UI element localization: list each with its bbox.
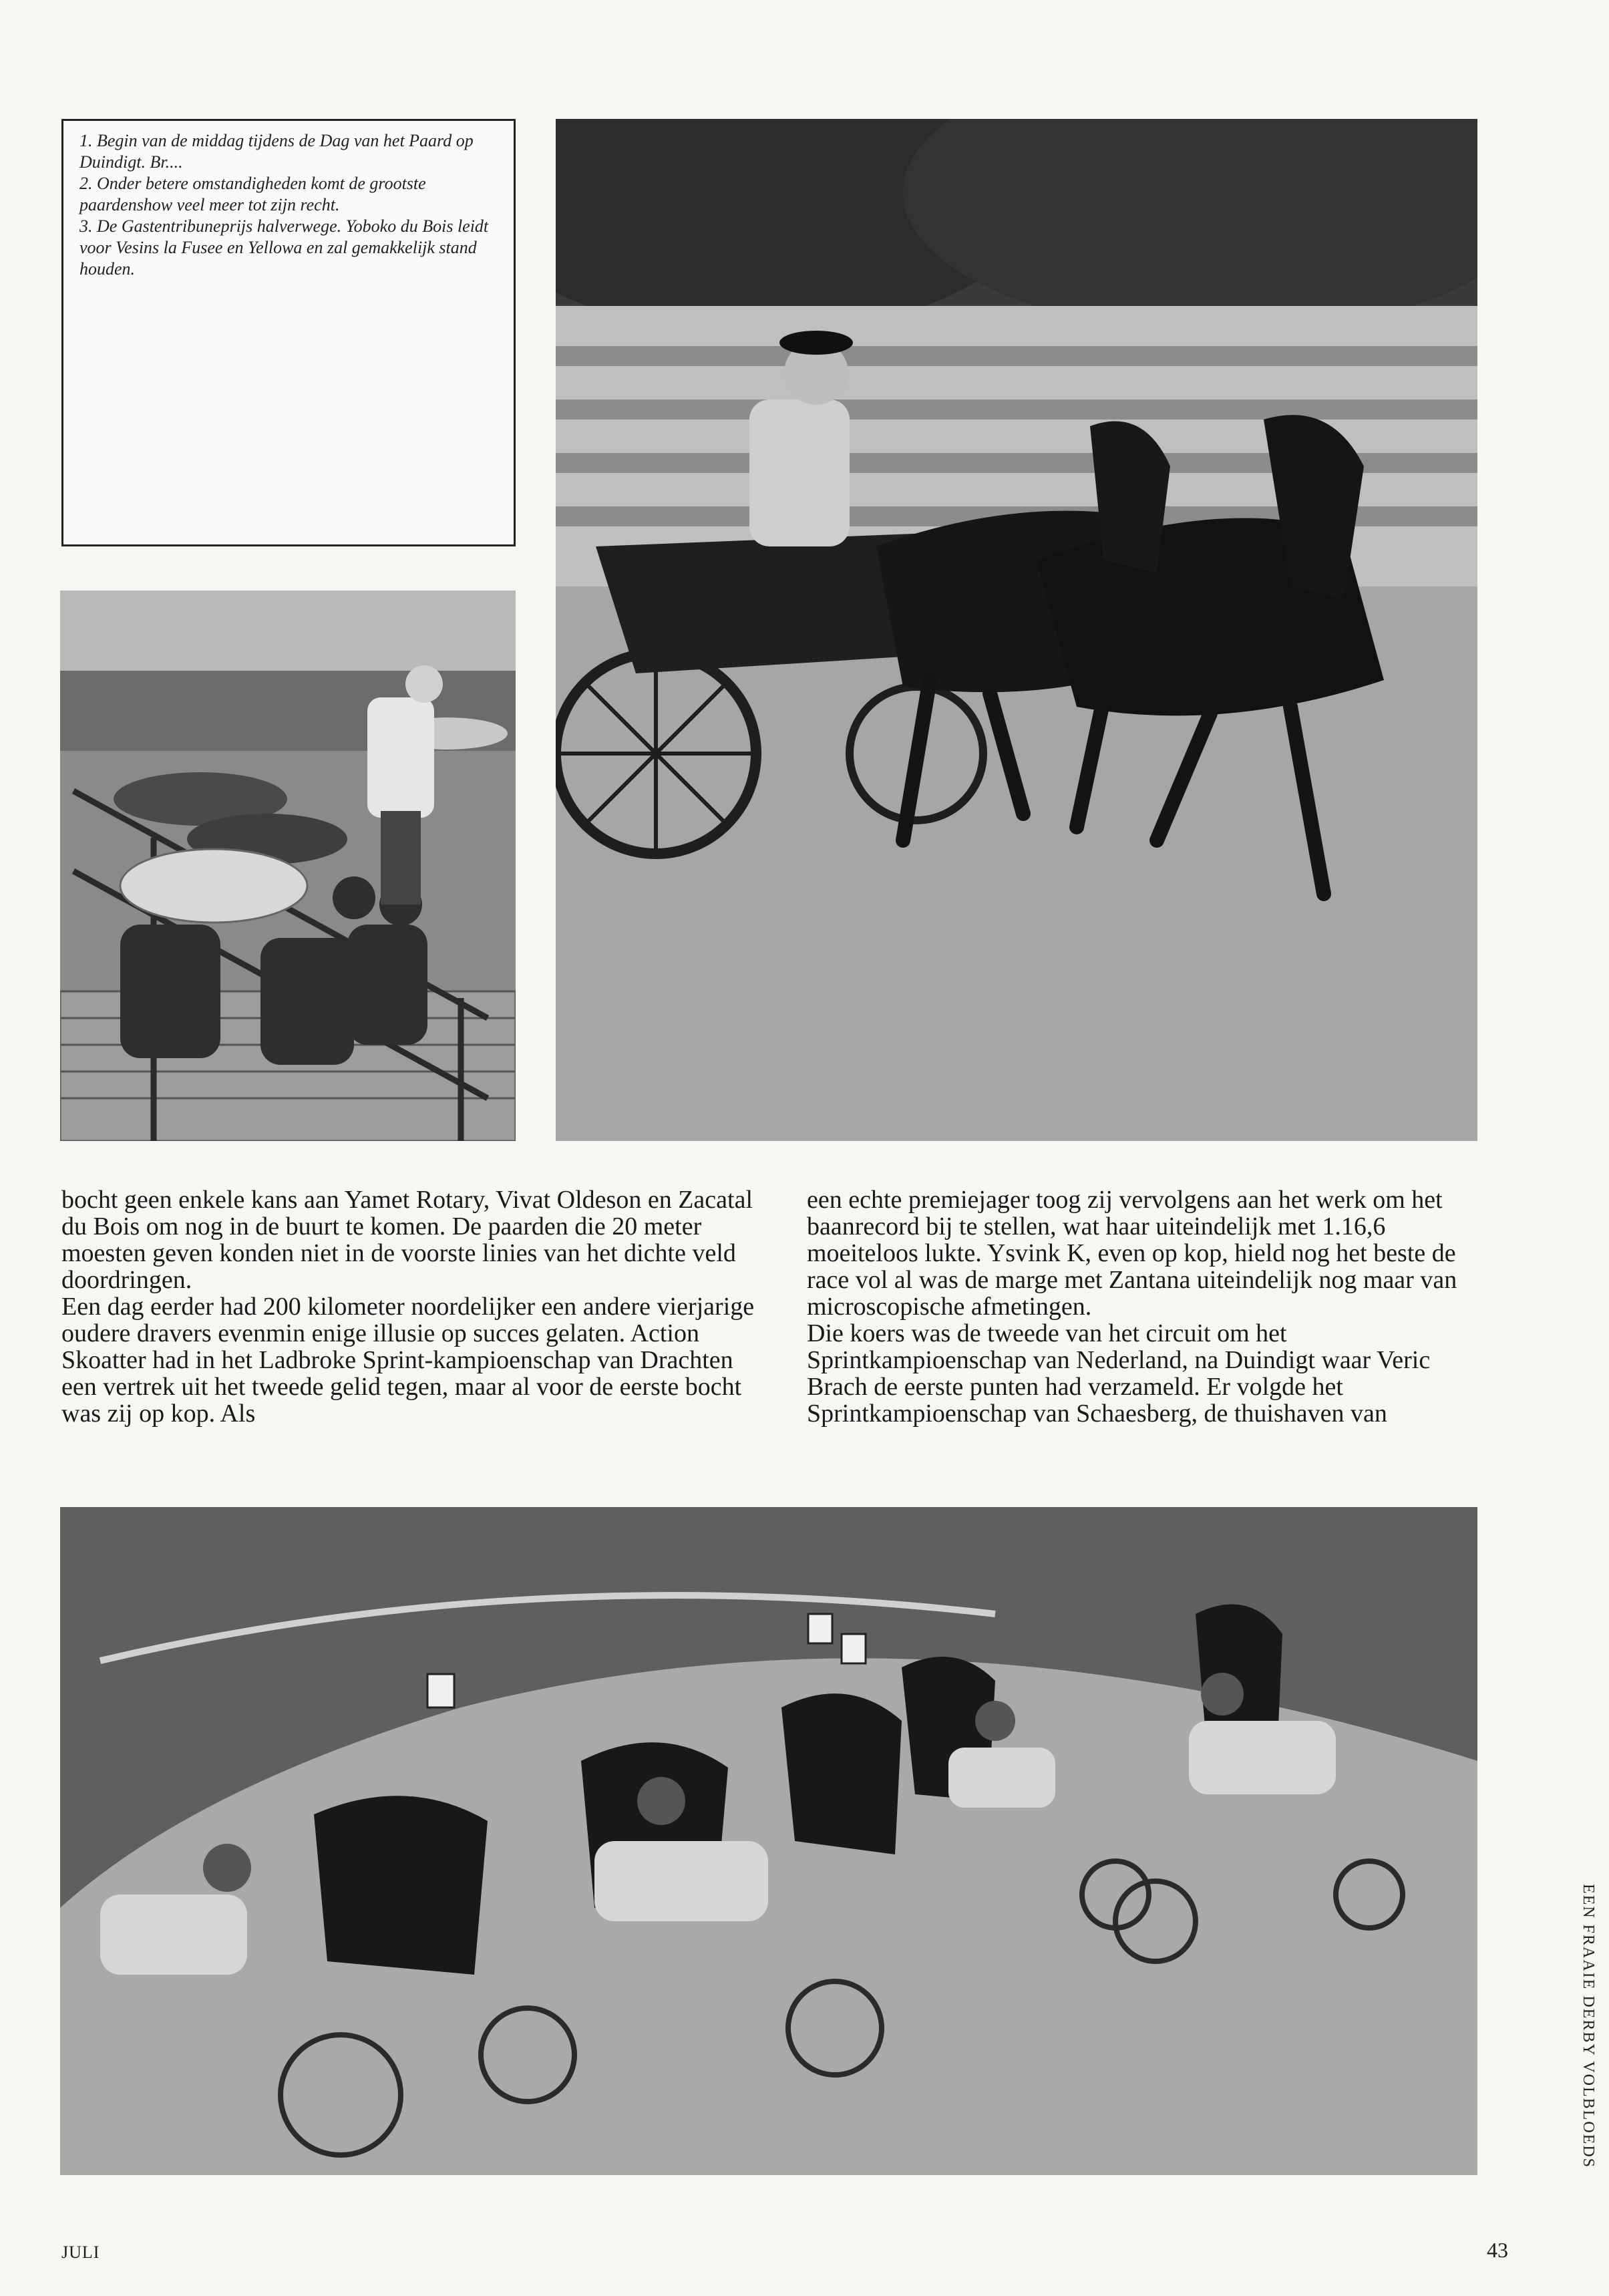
footer-month: JULI xyxy=(61,2243,100,2262)
caption-3: 3. De Gastentribuneprijs halverwege. Yoboko du Bois leidt voor Vesins la Fusee en Yellowa en zal gemakkelijk stand houden. xyxy=(79,216,489,279)
paragraph: Die koers was de tweede van het circuit om het Sprintkampioenschap van Nederland, na Duindigt waar Veric Brach de eerste punten had verzameld. Er volgde het Sprintkampioenschap van Schaesberg, de thuishaven van xyxy=(807,1319,1431,1428)
paragraph: een echte premiejager toog zij vervolgens aan het werk om het baanrecord bij te stellen, wat haar uiteindelijk met 1.16,6 moeiteloos lukte. Ysvink K, even op kop, hield nog het beste de race vol al was de marge met Zantana uiteindelijk nog maar van microscopische afmetingen. xyxy=(807,1186,1457,1321)
photo-carriage xyxy=(556,119,1477,1141)
caption-2: 2. Onder betere omstandigheden komt de grootste paardenshow veel meer tot zijn recht. xyxy=(79,174,426,214)
photo-rain-stands xyxy=(60,591,516,1141)
paragraph: Een dag eerder had 200 kilometer noordelijker een andere vierjarige oudere dravers evenmin enige illusie op succes gelaten. Action Skoatter had in het Ladbroke Sprint-kampioenschap van Drachten een vertrek uit het tweede gelid tegen, maar al voor de eerste bocht was zij op kop. Als xyxy=(61,1293,755,1428)
text-column-right xyxy=(807,1186,1477,1427)
caption-1: 1. Begin van de middag tijdens de Dag van het Paard op Duindigt. Br.... xyxy=(79,131,474,172)
text-column-left xyxy=(61,1186,756,1427)
page-number: 43 xyxy=(1487,2238,1508,2262)
photo-trotting-race xyxy=(60,1507,1477,2175)
paragraph: bocht geen enkele kans aan Yamet Rotary, Vivat Oldeson en Zacatal du Bois om nog in de buurt te komen. De paarden die 20 meter moesten geven konden niet in de voorste linies van het dichte veld doordringen. xyxy=(61,1186,753,1294)
side-running-title: EEN FRAAIE DERBY VOLBLOEDS xyxy=(1580,1884,1597,2169)
caption-box xyxy=(61,119,516,546)
